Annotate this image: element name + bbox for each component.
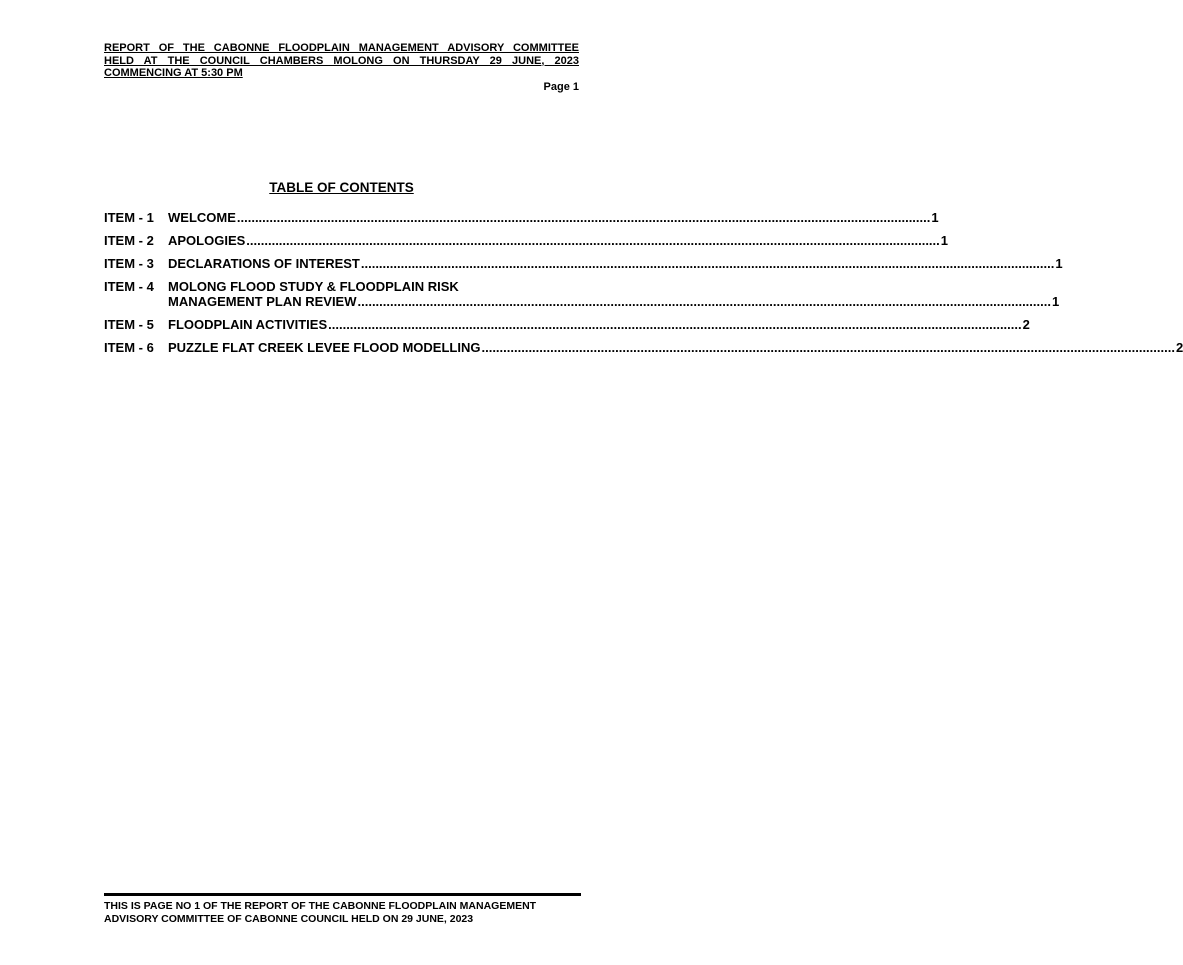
toc-entry-item-5[interactable] — [104, 317, 1030, 332]
toc-item-title: FLOODPLAIN ACTIVITIES — [168, 317, 328, 332]
report-header — [104, 42, 579, 80]
footer-line-1: THIS IS PAGE NO 1 OF THE REPORT OF THE CABONNE FLOODPLAIN MANAGEMENT — [104, 900, 537, 912]
toc-item-number: ITEM - 3 — [104, 256, 154, 271]
toc-item-page: 2 — [1175, 340, 1183, 355]
header-line-1: REPORT OF THE CABONNE FLOODPLAIN MANAGEMENT ADVISORY COMMITTEE — [104, 42, 579, 54]
toc-item-page: 1 — [1055, 256, 1063, 271]
toc-leader-dots — [328, 317, 1021, 332]
toc-entry-item-2[interactable] — [104, 233, 948, 248]
toc-item-page: 2 — [1022, 317, 1030, 332]
toc-leader-dots — [481, 340, 1174, 355]
toc-item-number: ITEM - 6 — [104, 340, 154, 355]
footer-divider — [104, 893, 581, 896]
table-of-contents — [104, 210, 1183, 363]
header-line-3: COMMENCING AT 5:30 PM — [104, 67, 243, 79]
toc-leader-dots — [237, 210, 930, 225]
toc-item-number: ITEM - 5 — [104, 317, 154, 332]
toc-item-title: DECLARATIONS OF INTEREST — [168, 256, 360, 271]
page-number: Page 1 — [543, 81, 579, 93]
toc-entry-item-4[interactable] — [104, 279, 1060, 309]
toc-item-title-line-1: MOLONG FLOOD STUDY & FLOODPLAIN RISK — [168, 279, 459, 294]
toc-item-page: 1 — [940, 233, 948, 248]
toc-item-number: ITEM - 4 — [104, 279, 154, 294]
toc-item-title: WELCOME — [168, 210, 236, 225]
footer-line-2: ADVISORY COMMITTEE OF CABONNE COUNCIL HELD ON 29 JUNE, 2023 — [104, 913, 474, 925]
toc-entry-item-3[interactable] — [104, 256, 1063, 271]
toc-leader-dots — [361, 256, 1054, 271]
toc-entry-item-6[interactable] — [104, 340, 1183, 355]
toc-item-title: APOLOGIES — [168, 233, 246, 248]
toc-item-page: 1 — [931, 210, 939, 225]
toc-item-number: ITEM - 2 — [104, 233, 154, 248]
toc-leader-dots — [358, 294, 1051, 309]
toc-title: TABLE OF CONTENTS — [269, 180, 414, 195]
toc-entry-item-1[interactable] — [104, 210, 939, 225]
toc-item-title: PUZZLE FLAT CREEK LEVEE FLOOD MODELLING — [168, 340, 481, 355]
toc-item-page: 1 — [1051, 294, 1060, 309]
toc-item-number: ITEM - 1 — [104, 210, 154, 225]
toc-item-title-line-2: MANAGEMENT PLAN REVIEW — [168, 294, 357, 309]
toc-leader-dots — [246, 233, 939, 248]
page-footer — [104, 900, 581, 926]
header-line-2: HELD AT THE COUNCIL CHAMBERS MOLONG ON THURSDAY 29 JUNE, 2023 — [104, 54, 579, 67]
